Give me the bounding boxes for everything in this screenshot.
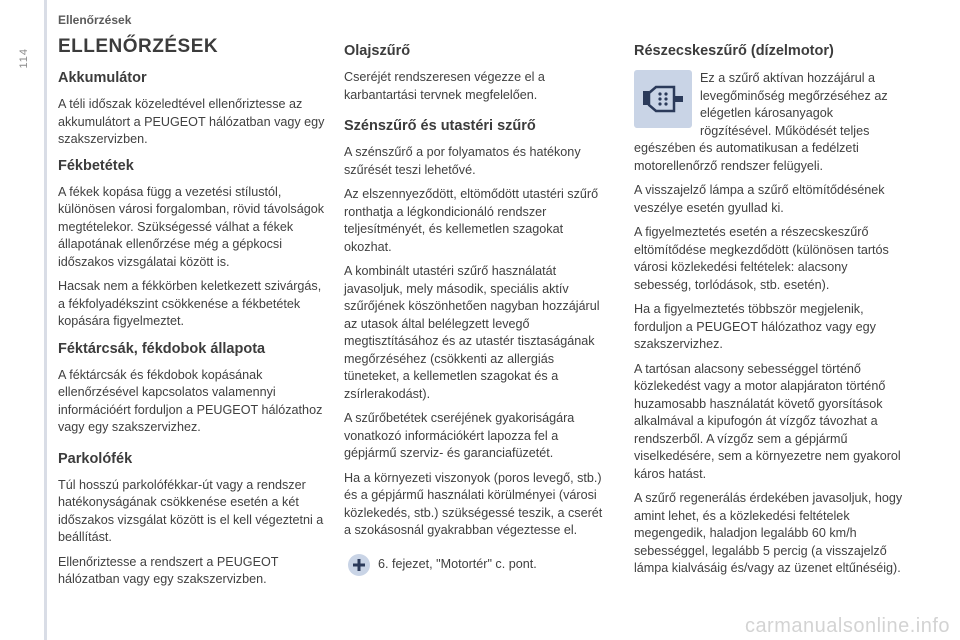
particle-filter-icon — [634, 70, 692, 128]
cross-reference-note — [344, 554, 612, 576]
paragraph: A figyelmeztetés esetén a részecskeszűrő eltömítődése megkezdődött (különösen tartós városi közlekedési feltételek: alacsony sebesség, torlódások, stb. esetén). — [634, 225, 889, 292]
plus-icon — [348, 554, 370, 576]
column-right — [634, 36, 906, 585]
paragraph: A szűrőbetétek cseréjének gyakoriságára vonatkozó információkért lapozza fel a gépjármű szerviz- és garanciafüzetét. — [344, 411, 575, 460]
watermark: carmanualsonline.info — [744, 615, 950, 637]
section-fektarcsak — [58, 341, 326, 437]
paragraph: A visszajelző lámpa a szűrő eltömítődésének veszélye esetén gyullad ki. — [634, 183, 885, 215]
paragraph: Ha a figyelmeztetés többször megjelenik, forduljon a PEUGEOT hálózathoz vagy egy szakszervizhez. — [634, 302, 876, 351]
section-olajszuro — [344, 43, 612, 104]
section-fekbetetek — [58, 158, 326, 331]
paragraph: A szűrő regenerálás érdekében javasoljuk, hogy amint lehet, és a közlekedési feltételek megengedik, haladjon legalább 60 km/h sebességgel, legalább 5 percig (a visszajelző lámpa kialvásáig és/vagy az üzenet eltűnéséig). — [634, 491, 903, 575]
section-heading: Parkolófék — [58, 450, 133, 467]
paragraph: Az elszennyeződött, eltömődött utastéri szűrő ronthatja a légkondicionáló rendszer teljesítményét, és kellemetlen szagokat okozhat. — [344, 187, 599, 254]
paragraph: A féktárcsák és fékdobok kopásának ellenőrzésével kapcsolatos valamennyi információért forduljon a PEUGEOT hálózathoz vagy egy szakszervizhez. — [58, 367, 323, 434]
section-heading: Szénszűrő és utastéri szűrő — [344, 118, 536, 134]
paragraph: A szénszűrő a por folyamatos és hatékony szűrését teszi lehetővé. — [344, 145, 581, 177]
paragraph: A tartósan alacsony sebességgel történő közlekedést vagy a motor alapjáraton történő huzamosabb használatát követő gyorsítások alkalmával a kipufogón át vízgőz távozhat a rendszerből. A vízgőz sem a gépjármű viselkedésére, sem a környezetre nem gyakorol káros hatást. — [634, 361, 901, 481]
column-middle — [344, 36, 612, 576]
section-szenszuro — [344, 118, 612, 540]
paragraph: Ez a szűrő aktívan hozzájárul a levegőminőség megőrzéséhez az elégetlen károsanyagok rögzítésével. Működését teljes egészében és automatikusan a fedélzeti motorellenőrző rendszer felügyeli. — [634, 71, 888, 173]
section-heading: Olajszűrő — [344, 43, 411, 59]
page-side-bar — [44, 0, 47, 640]
paragraph: A kombinált utastéri szűrő használatát javasoljuk, mely második, speciális aktív szűrőjének köszönhetően nagyban hozzájárul az utasok által belélegzett levegő megtisztításához és az utastér tisztaságának megőrzéséhez (csökkenti az allergiás tüneteket, a kellemetlen szagokat és a zsírlerakodást). — [344, 264, 600, 401]
paragraph: Ha a környezeti viszonyok (poros levegő, stb.) és a gépjármű használati körülményei (városi közlekedés, stb.) szükségessé teszik, a cserét a szokásosnál gyakrabban végeztesse el. — [344, 470, 603, 537]
section-akkumulator — [58, 70, 326, 149]
section-heading: Akkumulátor — [58, 70, 147, 86]
note-text: 6. fejezet, "Motortér" c. pont. — [378, 556, 537, 571]
paragraph: Hacsak nem a fékkörben keletkezett szivárgás, a fékfolyadékszint csökkenése a fékbetétek kopására figyelmeztet. — [58, 279, 322, 328]
running-head: Ellenőrzések — [58, 13, 132, 27]
paragraph: A fékek kopása függ a vezetési stílustól, különösen városi forgalomban, rövid távolságok megtételekor. Szükségessé válhat a fékek állapotának ellenőrzése még a gépkocsi időszakos vizsgálatai között is. — [58, 184, 325, 269]
paragraph: Ellenőriztesse a rendszert a PEUGEOT hálózatban vagy egy szakszervizben. — [58, 554, 279, 586]
section-reszecskeszuro — [634, 70, 906, 578]
column-left — [58, 36, 326, 598]
section-heading: Részecskeszűrő (dízelmotor) — [634, 43, 834, 59]
paragraph: Cseréjét rendszeresen végezze el a karbantartási tervnek megfelelően. — [344, 70, 545, 102]
section-parkolofek — [58, 451, 326, 589]
page-number: 114 — [18, 48, 30, 69]
paragraph: Túl hosszú parkolófékkar-út vagy a rendszer hatékonyságának csökkenése esetén a két időszakos vizsgálat között is el kell végeztetni a beállítást. — [58, 477, 324, 544]
section-heading: Féktárcsák, fékdobok állapota — [58, 340, 266, 357]
section-heading: Fékbetétek — [58, 157, 134, 174]
page-title: ELLENŐRZÉSEK — [58, 36, 219, 57]
paragraph: A téli időszak közeledtével ellenőriztesse az akkumulátort a PEUGEOT hálózatban vagy egy szakszervizben. — [58, 97, 325, 146]
